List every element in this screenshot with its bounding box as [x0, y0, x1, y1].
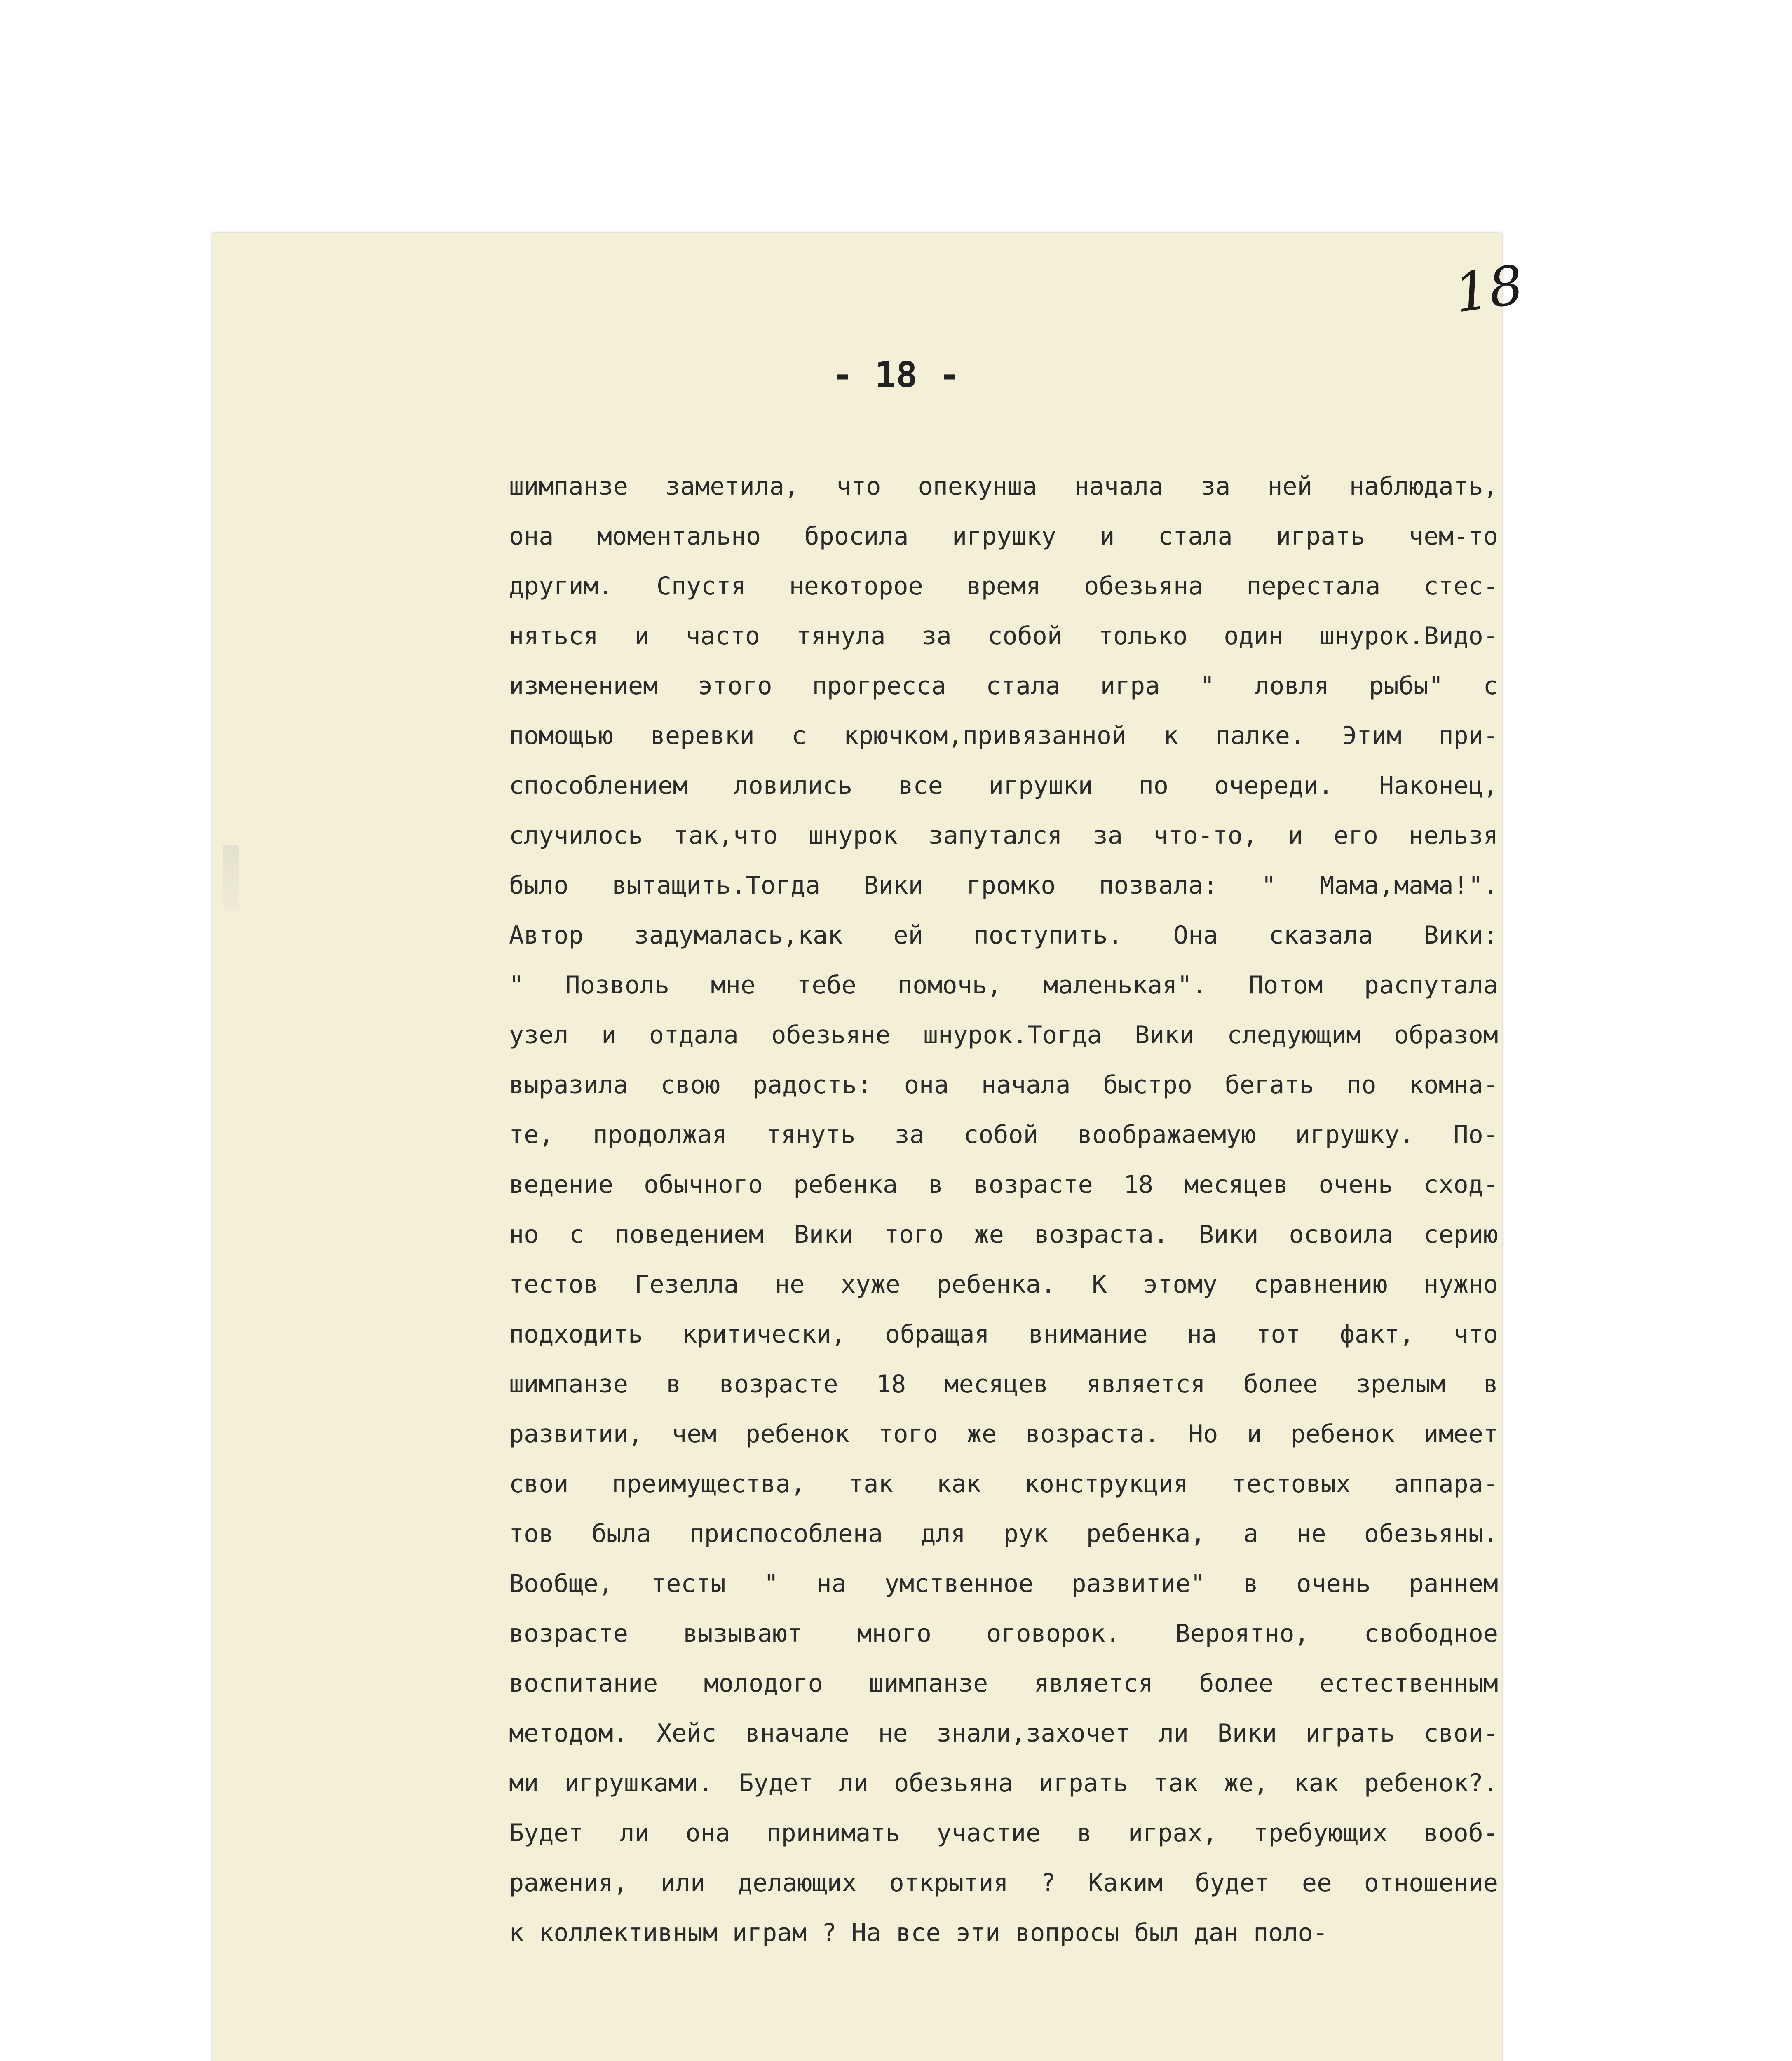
- text-line: Вообще, тесты " на умственное развитие" в очень раннем: [509, 1569, 1498, 1598]
- text-line: те, продолжая тянуть за собой воображаемую игрушку. По-: [509, 1120, 1498, 1149]
- text-line: шимпанзе в возрасте 18 месяцев является более зрелым в: [509, 1370, 1498, 1399]
- text-line: няться и часто тянула за собой только один шнурок.Видо-: [509, 622, 1498, 650]
- text-line: тов была приспособлена для рук ребенка, а не обезьяны.: [509, 1519, 1498, 1548]
- text-line: способлением ловились все игрушки по очереди. Наконец,: [509, 771, 1498, 800]
- text-line: свои преимущества, так как конструкция тестовых аппара-: [509, 1469, 1498, 1498]
- archive-page-number: 18: [1451, 253, 1527, 325]
- text-line: Будет ли она принимать участие в играх, требующих вооб-: [509, 1819, 1498, 1847]
- text-line: развитии, чем ребенок того же возраста. Но и ребенок имеет: [509, 1420, 1498, 1448]
- text-line: ми игрушками. Будет ли обезьяна играть так же, как ребенок?.: [509, 1769, 1498, 1798]
- text-line: методом. Хейс вначале не знали,захочет ли Вики играть свои-: [509, 1719, 1498, 1748]
- text-line: воспитание молодого шимпанзе является более естественным: [509, 1669, 1498, 1698]
- text-line: но с поведением Вики того же возраста. Вики освоила серию: [509, 1220, 1498, 1249]
- text-line: помощью веревки с крючком,привязанной к палке. Этим при-: [509, 721, 1498, 750]
- text-line: к коллективным играм ? На все эти вопросы был дан поло-: [509, 1918, 1328, 1947]
- text-line: Автор задумалась,как ей поступить. Она сказала Вики:: [509, 921, 1498, 950]
- text-line: она моментально бросила игрушку и стала играть чем-то: [509, 522, 1498, 551]
- text-line: подходить критически, обращая внимание на тот факт, что: [509, 1320, 1498, 1349]
- text-line: ражения, или делающих открытия ? Каким будет ее отношение: [509, 1869, 1498, 1897]
- page-number: - 18 -: [832, 354, 960, 396]
- text-line: ведение обычного ребенка в возрасте 18 месяцев очень сход-: [509, 1170, 1498, 1199]
- text-line: другим. Спустя некоторое время обезьяна перестала стес-: [509, 572, 1498, 601]
- margin-pencil-mark: [223, 845, 239, 911]
- text-line: возрасте вызывают много оговорок. Вероятно, свободное: [509, 1619, 1498, 1648]
- text-line: случилось так,что шнурок запутался за что-то, и его нельзя: [509, 821, 1498, 850]
- text-line: шимпанзе заметила, что опекунша начала за ней наблюдать,: [509, 472, 1498, 501]
- text-line: было вытащить.Тогда Вики громко позвала: " Мама,мама!".: [509, 871, 1498, 900]
- text-line: узел и отдала обезьяне шнурок.Тогда Вики следующим образом: [509, 1021, 1498, 1049]
- text-line: выразила свою радость: она начала быстро бегать по комна-: [509, 1070, 1498, 1099]
- text-line: " Позволь мне тебе помочь, маленькая". Потом распутала: [509, 971, 1498, 1000]
- text-line: изменением этого прогресса стала игра " ловля рыбы" с: [509, 671, 1498, 700]
- typewritten-body: [509, 462, 1498, 1958]
- text-line: тестов Гезелла не хуже ребенка. К этому сравнению нужно: [509, 1270, 1498, 1299]
